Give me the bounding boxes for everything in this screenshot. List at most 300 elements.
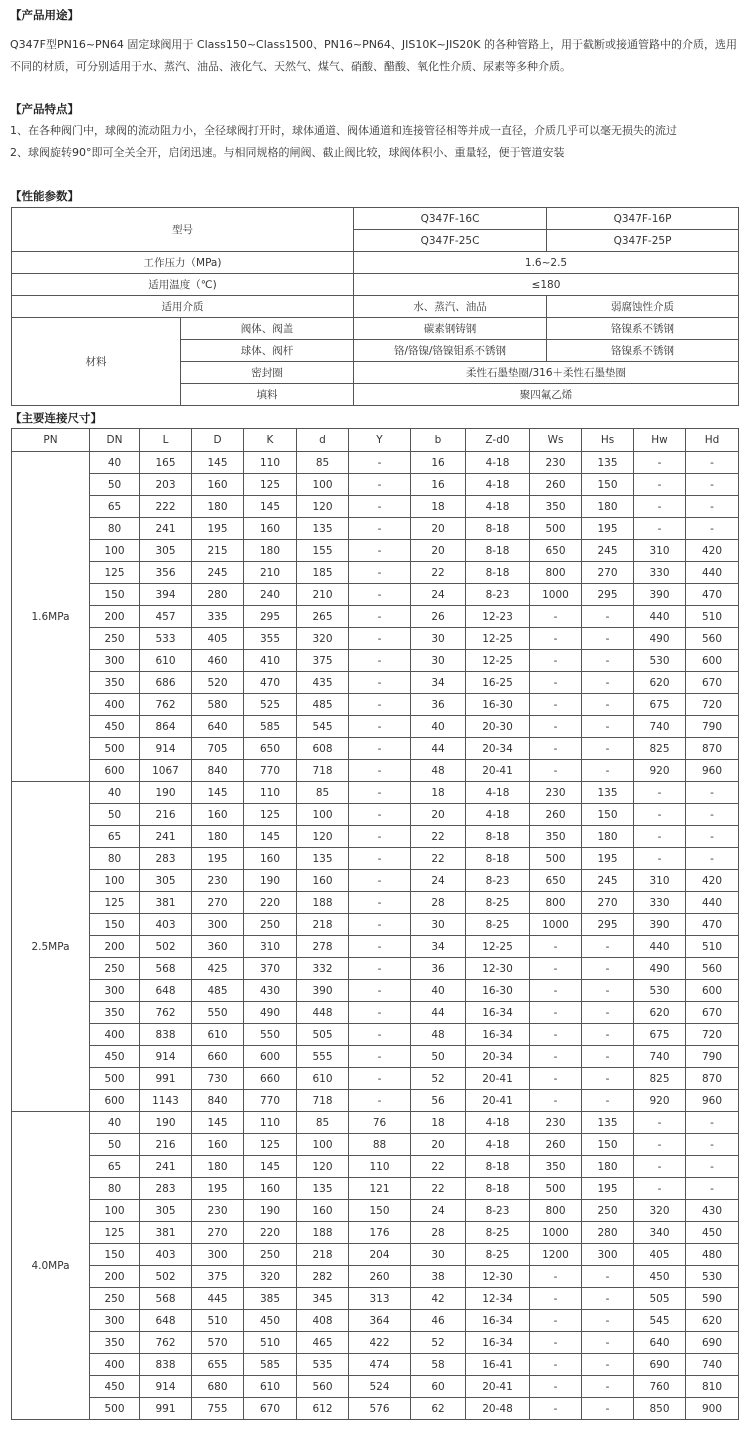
table-cell: 470 xyxy=(686,584,739,606)
table-cell: - xyxy=(349,936,411,958)
table-cell: - xyxy=(582,650,634,672)
table-cell: 190 xyxy=(140,782,192,804)
table-cell: 230 xyxy=(192,1200,244,1222)
table-cell: 12-25 xyxy=(466,650,530,672)
table-cell: 160 xyxy=(192,804,244,826)
table-cell: - xyxy=(686,1178,739,1200)
table-cell: 612 xyxy=(297,1398,349,1420)
table-row xyxy=(12,892,739,914)
table-cell: 364 xyxy=(349,1310,411,1332)
column-header: b xyxy=(411,429,466,452)
table-cell: 690 xyxy=(634,1354,686,1376)
table-row xyxy=(12,1156,739,1178)
table-cell: 914 xyxy=(140,738,192,760)
table-cell: 440 xyxy=(686,562,739,584)
table-cell: - xyxy=(634,452,686,474)
table-cell: 445 xyxy=(192,1288,244,1310)
table-cell: 30 xyxy=(411,650,466,672)
table-row xyxy=(12,540,739,562)
table-cell: 610 xyxy=(140,650,192,672)
table-cell: 270 xyxy=(192,892,244,914)
table-cell: 230 xyxy=(530,1112,582,1134)
table-cell: 38 xyxy=(411,1266,466,1288)
table-cell: 195 xyxy=(582,1178,634,1200)
table-cell: 8-25 xyxy=(466,892,530,914)
material-part: 密封圈 xyxy=(181,362,354,384)
table-cell: - xyxy=(582,628,634,650)
table-cell: 660 xyxy=(244,1068,297,1090)
table-cell: 135 xyxy=(297,848,349,870)
table-cell: 585 xyxy=(244,1354,297,1376)
table-cell: 190 xyxy=(244,1200,297,1222)
table-row xyxy=(12,1134,739,1156)
table-cell: 600 xyxy=(90,760,140,782)
table-cell: 350 xyxy=(90,672,140,694)
table-row xyxy=(12,958,739,980)
table-cell: - xyxy=(582,1024,634,1046)
usage-title: 【产品用途】 xyxy=(10,8,79,22)
table-cell: 810 xyxy=(686,1376,739,1398)
table-cell: 20-41 xyxy=(466,1068,530,1090)
table-cell: 530 xyxy=(634,980,686,1002)
table-cell: 160 xyxy=(244,1178,297,1200)
table-cell: - xyxy=(634,1156,686,1178)
table-cell: - xyxy=(530,936,582,958)
table-cell: 718 xyxy=(297,760,349,782)
feature-item-1: 1、在各种阀门中，球阀的流动阻力小，全径球阀打开时，球体通道、阀体通道和连接管径相等并成一直径，介质几乎可以毫无损失的流过 xyxy=(10,124,677,137)
table-cell: - xyxy=(349,584,411,606)
feature-item-2: 2、球阀旋转90°即可全关全开，启闭迅速。与相同规格的闸阀、截止阀比较，球阀体积小、重量轻，便于管道安装 xyxy=(10,146,565,159)
table-cell: - xyxy=(582,936,634,958)
table-cell: 450 xyxy=(90,1046,140,1068)
table-cell: 740 xyxy=(634,1046,686,1068)
table-cell: 8-23 xyxy=(466,1200,530,1222)
table-cell: 50 xyxy=(90,474,140,496)
table-cell: 85 xyxy=(297,1112,349,1134)
model-cell: Q347F-16C xyxy=(354,208,547,230)
table-cell: 610 xyxy=(297,1068,349,1090)
table-cell: 135 xyxy=(582,452,634,474)
table-cell: - xyxy=(582,1398,634,1420)
table-cell: 110 xyxy=(244,452,297,474)
table-cell: - xyxy=(634,518,686,540)
column-header: Y xyxy=(349,429,411,452)
table-cell: 480 xyxy=(686,1244,739,1266)
temp-value: ≤180 xyxy=(354,274,739,296)
table-cell: 20-34 xyxy=(466,738,530,760)
performance-title: 【性能参数】 xyxy=(10,189,79,203)
table-cell: 40 xyxy=(90,452,140,474)
table-cell: 52 xyxy=(411,1332,466,1354)
table-cell: 24 xyxy=(411,584,466,606)
table-cell: 270 xyxy=(582,892,634,914)
table-cell: 390 xyxy=(297,980,349,1002)
table-row xyxy=(12,1376,739,1398)
table-cell: 230 xyxy=(530,452,582,474)
table-cell: 648 xyxy=(140,1310,192,1332)
table-cell: 660 xyxy=(192,1046,244,1068)
table-cell: 20-48 xyxy=(466,1398,530,1420)
table-cell: 190 xyxy=(244,870,297,892)
table-cell: 4-18 xyxy=(466,452,530,474)
table-cell: - xyxy=(686,1112,739,1134)
table-cell: - xyxy=(349,782,411,804)
table-row xyxy=(12,274,739,296)
table-cell: 450 xyxy=(686,1222,739,1244)
table-cell: 22 xyxy=(411,1178,466,1200)
table-cell: 165 xyxy=(140,452,192,474)
table-cell: 310 xyxy=(244,936,297,958)
table-cell: - xyxy=(349,540,411,562)
table-cell: 250 xyxy=(90,1288,140,1310)
table-cell: - xyxy=(686,804,739,826)
table-cell: 825 xyxy=(634,738,686,760)
table-cell: - xyxy=(530,1332,582,1354)
table-row xyxy=(12,1178,739,1200)
table-cell: 740 xyxy=(686,1354,739,1376)
table-cell: 920 xyxy=(634,760,686,782)
table-cell: 381 xyxy=(140,892,192,914)
table-cell: 295 xyxy=(582,584,634,606)
table-cell: 8-18 xyxy=(466,1156,530,1178)
table-cell: 160 xyxy=(244,518,297,540)
table-cell: 36 xyxy=(411,694,466,716)
table-cell: 241 xyxy=(140,826,192,848)
table-cell: 610 xyxy=(192,1024,244,1046)
table-cell: 245 xyxy=(192,562,244,584)
table-cell: 580 xyxy=(192,694,244,716)
pressure-label: 工作压力（MPa) xyxy=(12,252,354,274)
table-cell: - xyxy=(349,672,411,694)
temp-label: 适用温度（℃) xyxy=(12,274,354,296)
table-cell: 560 xyxy=(297,1376,349,1398)
column-header: D xyxy=(192,429,244,452)
table-cell: - xyxy=(582,958,634,980)
table-cell: 203 xyxy=(140,474,192,496)
table-cell: 8-25 xyxy=(466,1244,530,1266)
column-header: PN xyxy=(12,429,90,452)
table-cell: - xyxy=(349,958,411,980)
table-cell: 320 xyxy=(634,1200,686,1222)
table-cell: - xyxy=(349,980,411,1002)
table-cell: 200 xyxy=(90,606,140,628)
table-cell: 770 xyxy=(244,1090,297,1112)
table-cell: 8-25 xyxy=(466,1222,530,1244)
table-cell: 755 xyxy=(192,1398,244,1420)
table-cell: 18 xyxy=(411,1112,466,1134)
table-cell: 20 xyxy=(411,1134,466,1156)
table-cell: 40 xyxy=(90,782,140,804)
table-cell: 800 xyxy=(530,1200,582,1222)
material-value: 铬镍系不锈钢 xyxy=(547,340,739,362)
table-cell: 505 xyxy=(297,1024,349,1046)
pn-group-cell: 1.6MPa xyxy=(12,452,90,782)
table-row xyxy=(12,1266,739,1288)
table-cell: - xyxy=(582,1310,634,1332)
table-cell: - xyxy=(530,606,582,628)
table-cell: - xyxy=(349,804,411,826)
table-cell: - xyxy=(530,980,582,1002)
table-cell: 310 xyxy=(634,540,686,562)
table-cell: - xyxy=(582,1090,634,1112)
medium-label: 适用介质 xyxy=(12,296,354,318)
table-cell: - xyxy=(686,474,739,496)
table-cell: - xyxy=(582,760,634,782)
table-cell: 4-18 xyxy=(466,474,530,496)
table-cell: - xyxy=(349,1068,411,1090)
table-row xyxy=(12,870,739,892)
material-part: 阀体、阀盖 xyxy=(181,318,354,340)
table-cell: 280 xyxy=(192,584,244,606)
table-row xyxy=(12,1288,739,1310)
table-cell: 550 xyxy=(192,1002,244,1024)
table-cell: 500 xyxy=(90,738,140,760)
table-cell: 135 xyxy=(297,518,349,540)
table-cell: 230 xyxy=(530,782,582,804)
table-cell: 770 xyxy=(244,760,297,782)
table-cell: 100 xyxy=(297,804,349,826)
table-cell: - xyxy=(349,1046,411,1068)
table-cell: 510 xyxy=(192,1310,244,1332)
table-cell: 762 xyxy=(140,1332,192,1354)
table-cell: 12-25 xyxy=(466,628,530,650)
model-label: 型号 xyxy=(12,208,354,252)
table-cell: 16-30 xyxy=(466,980,530,1002)
table-cell: - xyxy=(349,1024,411,1046)
table-cell: 350 xyxy=(530,1156,582,1178)
table-cell: - xyxy=(686,826,739,848)
table-cell: 195 xyxy=(192,518,244,540)
table-row xyxy=(12,1112,739,1134)
table-cell: 310 xyxy=(634,870,686,892)
table-cell: 675 xyxy=(634,694,686,716)
table-cell: - xyxy=(349,694,411,716)
table-cell: 8-18 xyxy=(466,848,530,870)
table-cell: 4-18 xyxy=(466,1112,530,1134)
table-cell: 44 xyxy=(411,1002,466,1024)
table-cell: - xyxy=(349,452,411,474)
table-cell: - xyxy=(634,1134,686,1156)
table-cell: - xyxy=(349,1002,411,1024)
table-cell: - xyxy=(349,914,411,936)
table-cell: 24 xyxy=(411,870,466,892)
table-row xyxy=(12,584,739,606)
table-cell: 576 xyxy=(349,1398,411,1420)
pn-group-cell: 4.0MPa xyxy=(12,1112,90,1420)
table-cell: 270 xyxy=(582,562,634,584)
table-header-row xyxy=(12,429,739,452)
table-cell: 545 xyxy=(634,1310,686,1332)
column-header: d xyxy=(297,429,349,452)
table-cell: 283 xyxy=(140,1178,192,1200)
table-cell: 686 xyxy=(140,672,192,694)
table-cell: 991 xyxy=(140,1398,192,1420)
table-cell: 600 xyxy=(686,650,739,672)
table-cell: 250 xyxy=(244,1244,297,1266)
table-cell: 403 xyxy=(140,1244,192,1266)
table-cell: 12-23 xyxy=(466,606,530,628)
table-cell: 50 xyxy=(411,1046,466,1068)
table-cell: 375 xyxy=(192,1266,244,1288)
table-cell: 870 xyxy=(686,738,739,760)
table-cell: 222 xyxy=(140,496,192,518)
table-cell: 585 xyxy=(244,716,297,738)
table-cell: - xyxy=(349,716,411,738)
table-row xyxy=(12,496,739,518)
table-cell: - xyxy=(530,1354,582,1376)
table-cell: 655 xyxy=(192,1354,244,1376)
table-cell: 510 xyxy=(244,1332,297,1354)
table-cell: - xyxy=(530,1310,582,1332)
table-cell: 218 xyxy=(297,1244,349,1266)
table-cell: 300 xyxy=(90,980,140,1002)
table-cell: 20-41 xyxy=(466,1376,530,1398)
table-cell: 28 xyxy=(411,892,466,914)
table-row xyxy=(12,1222,739,1244)
dimensions-title: 【主要连接尺寸】 xyxy=(10,411,102,425)
table-cell: 155 xyxy=(297,540,349,562)
table-cell: 100 xyxy=(90,540,140,562)
table-cell: 640 xyxy=(634,1332,686,1354)
table-cell: 420 xyxy=(686,540,739,562)
table-cell: 260 xyxy=(349,1266,411,1288)
table-cell: 500 xyxy=(90,1068,140,1090)
table-cell: 405 xyxy=(634,1244,686,1266)
table-cell: 120 xyxy=(297,826,349,848)
table-cell: 120 xyxy=(297,1156,349,1178)
table-cell: 218 xyxy=(297,914,349,936)
table-cell: 4-18 xyxy=(466,1134,530,1156)
table-cell: 300 xyxy=(90,1310,140,1332)
table-cell: 650 xyxy=(244,738,297,760)
table-cell: 440 xyxy=(634,936,686,958)
table-cell: - xyxy=(582,1288,634,1310)
table-cell: 24 xyxy=(411,1200,466,1222)
table-cell: - xyxy=(582,606,634,628)
table-cell: - xyxy=(530,1288,582,1310)
table-cell: 457 xyxy=(140,606,192,628)
table-cell: 870 xyxy=(686,1068,739,1090)
table-cell: 250 xyxy=(244,914,297,936)
table-cell: 470 xyxy=(244,672,297,694)
table-cell: - xyxy=(686,848,739,870)
table-cell: - xyxy=(634,1112,686,1134)
table-row xyxy=(12,628,739,650)
table-cell: 76 xyxy=(349,1112,411,1134)
table-cell: - xyxy=(349,496,411,518)
table-cell: 535 xyxy=(297,1354,349,1376)
table-cell: - xyxy=(530,628,582,650)
table-cell: 180 xyxy=(192,1156,244,1178)
table-cell: 350 xyxy=(90,1002,140,1024)
table-cell: 330 xyxy=(634,892,686,914)
table-cell: 620 xyxy=(686,1310,739,1332)
table-cell: 390 xyxy=(634,914,686,936)
table-cell: 430 xyxy=(686,1200,739,1222)
table-cell: - xyxy=(349,1090,411,1112)
table-cell: 150 xyxy=(90,914,140,936)
table-cell: 200 xyxy=(90,936,140,958)
table-cell: 195 xyxy=(192,848,244,870)
table-cell: 110 xyxy=(349,1156,411,1178)
table-cell: 718 xyxy=(297,1090,349,1112)
table-cell: 500 xyxy=(530,1178,582,1200)
table-cell: - xyxy=(634,848,686,870)
table-cell: 610 xyxy=(244,1376,297,1398)
table-cell: 145 xyxy=(192,1112,244,1134)
table-cell: 350 xyxy=(530,496,582,518)
table-cell: 381 xyxy=(140,1222,192,1244)
table-cell: 240 xyxy=(244,584,297,606)
medium-value: 弱腐蚀性介质 xyxy=(547,296,739,318)
table-cell: 900 xyxy=(686,1398,739,1420)
table-cell: 1000 xyxy=(530,1222,582,1244)
table-cell: 320 xyxy=(297,628,349,650)
table-cell: 840 xyxy=(192,760,244,782)
table-cell: 502 xyxy=(140,1266,192,1288)
table-cell: 450 xyxy=(244,1310,297,1332)
table-row xyxy=(12,318,739,340)
table-cell: 740 xyxy=(634,716,686,738)
table-cell: 360 xyxy=(192,936,244,958)
column-header: Z-d0 xyxy=(466,429,530,452)
table-cell: 180 xyxy=(582,1156,634,1178)
table-cell: 403 xyxy=(140,914,192,936)
column-header: Hd xyxy=(686,429,739,452)
material-value: 碳素钢铸钢 xyxy=(354,318,547,340)
dimensions-table xyxy=(11,428,739,1420)
table-cell: 188 xyxy=(297,1222,349,1244)
table-cell: - xyxy=(530,738,582,760)
table-cell: 16-30 xyxy=(466,694,530,716)
table-cell: 16-34 xyxy=(466,1310,530,1332)
table-cell: 125 xyxy=(244,1134,297,1156)
table-cell: 305 xyxy=(140,540,192,562)
table-cell: 474 xyxy=(349,1354,411,1376)
table-cell: 190 xyxy=(140,1112,192,1134)
table-cell: 295 xyxy=(244,606,297,628)
table-cell: 670 xyxy=(686,672,739,694)
table-cell: 620 xyxy=(634,672,686,694)
model-cell: Q347F-25P xyxy=(547,230,739,252)
model-cell: Q347F-25C xyxy=(354,230,547,252)
table-cell: 650 xyxy=(530,870,582,892)
column-header: Hw xyxy=(634,429,686,452)
table-cell: 850 xyxy=(634,1398,686,1420)
table-cell: 48 xyxy=(411,1024,466,1046)
column-header: Ws xyxy=(530,429,582,452)
table-cell: 620 xyxy=(634,1002,686,1024)
table-cell: - xyxy=(582,1376,634,1398)
table-cell: - xyxy=(349,848,411,870)
table-cell: 125 xyxy=(244,804,297,826)
table-cell: - xyxy=(530,1376,582,1398)
table-cell: 550 xyxy=(244,1024,297,1046)
table-cell: 864 xyxy=(140,716,192,738)
table-cell: 355 xyxy=(244,628,297,650)
column-header: K xyxy=(244,429,297,452)
table-cell: - xyxy=(349,892,411,914)
table-cell: 210 xyxy=(297,584,349,606)
table-cell: 510 xyxy=(686,606,739,628)
table-cell: 125 xyxy=(90,1222,140,1244)
table-cell: 135 xyxy=(582,1112,634,1134)
table-cell: 150 xyxy=(582,1134,634,1156)
table-cell: 110 xyxy=(244,1112,297,1134)
table-cell: 26 xyxy=(411,606,466,628)
table-cell: 18 xyxy=(411,496,466,518)
table-cell: 720 xyxy=(686,1024,739,1046)
